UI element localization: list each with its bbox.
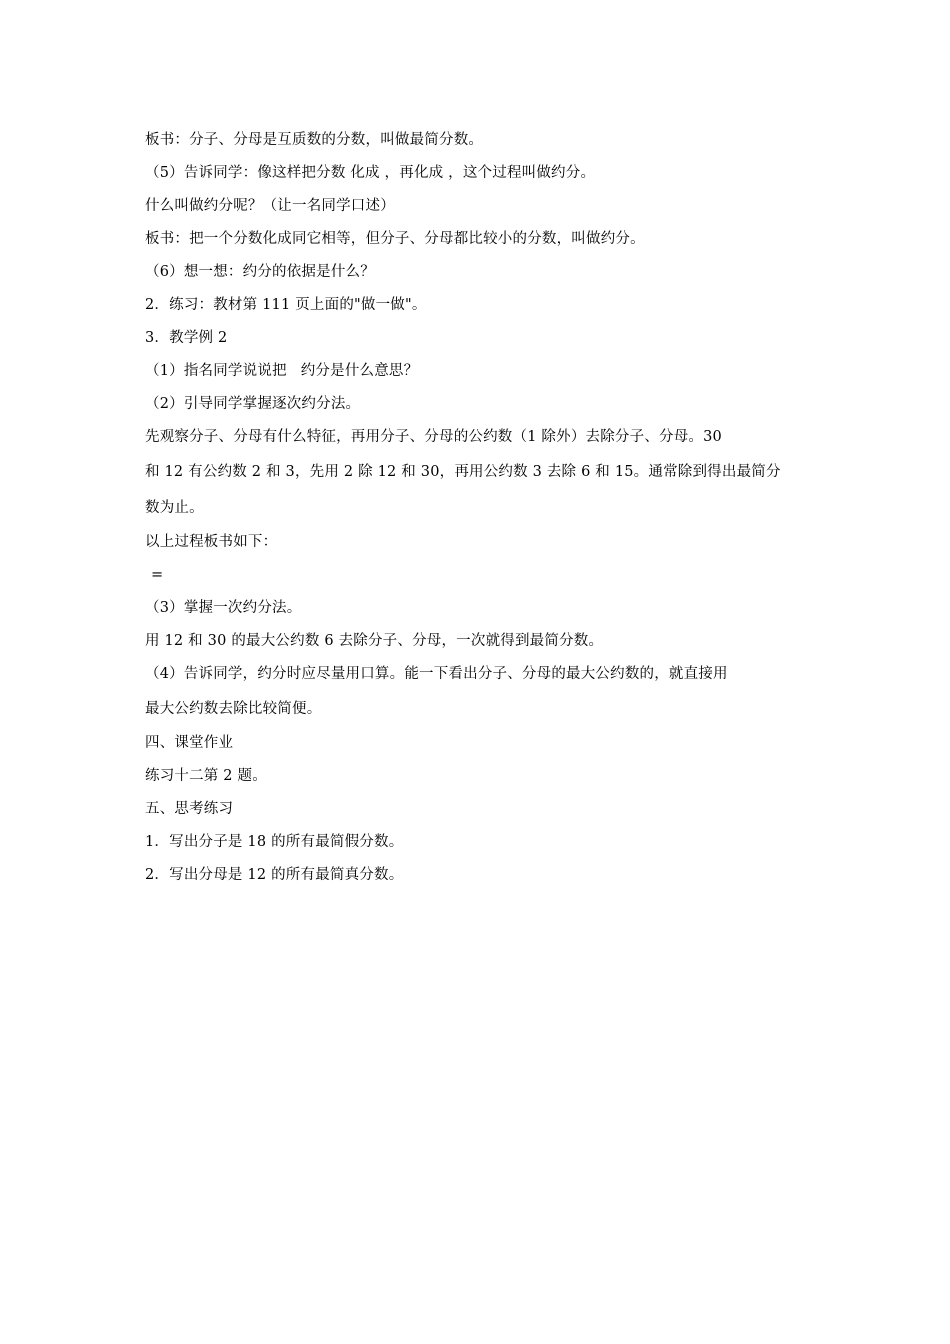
- text-line: （5）告诉同学：像这样把分数 化成 ，再化成 ，这个过程叫做约分。: [145, 165, 596, 181]
- section-heading: 四、课堂作业: [145, 735, 234, 751]
- text-line: 用 12 和 30 的最大公约数 6 去除分子、分母，一次就得到最简分数。: [145, 633, 604, 649]
- text-line: （3）掌握一次约分法。: [145, 600, 302, 616]
- text-line: （6）想一想：约分的依据是什么？: [145, 264, 375, 280]
- text-line: 什么叫做约分呢？（让一名同学口述）: [145, 198, 395, 214]
- text-line: 先观察分子、分母有什么特征，再用分子、分母的公约数（1 除外）去除分子、分母。30: [145, 429, 722, 445]
- text-line: 板书：把一个分数化成同它相等，但分子、分母都比较小的分数，叫做约分。: [145, 231, 645, 247]
- text-line: 2．练习：教材第 111 页上面的"做一做"。: [145, 297, 427, 313]
- text-line: 数为止。: [145, 500, 204, 516]
- paragraph: [145, 658, 810, 727]
- text-line: （4）告诉同学，约分时应尽量用口算。能一下看出分子、分母的最大公约数的，就直接用: [145, 666, 728, 682]
- text-line: 和 12 有公约数 2 和 3，先用 2 除 12 和 30，再用公约数 3 去除 6 和 15。通常除到得出最简分: [145, 464, 781, 480]
- text-line: 以上过程板书如下：: [145, 534, 278, 550]
- text-line: 1．写出分子是 18 的所有最简假分数。: [145, 834, 404, 850]
- text-line: [145, 355, 810, 388]
- text-line: 3．教学例 2: [145, 330, 228, 346]
- section-heading: 五、思考练习: [145, 801, 234, 817]
- text-segment: （1）指名同学说说把: [145, 363, 287, 379]
- text-line: 最大公约数去除比较简便。: [145, 701, 322, 717]
- text-line: 板书：分子、分母是互质数的分数，叫做最简分数。: [145, 132, 484, 148]
- paragraph: [145, 421, 810, 526]
- equals-sign: =: [151, 567, 164, 583]
- text-line: 练习十二第 2 题。: [145, 768, 267, 784]
- text-line: （2）引导同学掌握逐次约分法。: [145, 396, 361, 412]
- text-line: 2．写出分母是 12 的所有最简真分数。: [145, 867, 404, 883]
- text-segment: 约分是什么意思？: [300, 363, 419, 379]
- document-body: [145, 124, 810, 892]
